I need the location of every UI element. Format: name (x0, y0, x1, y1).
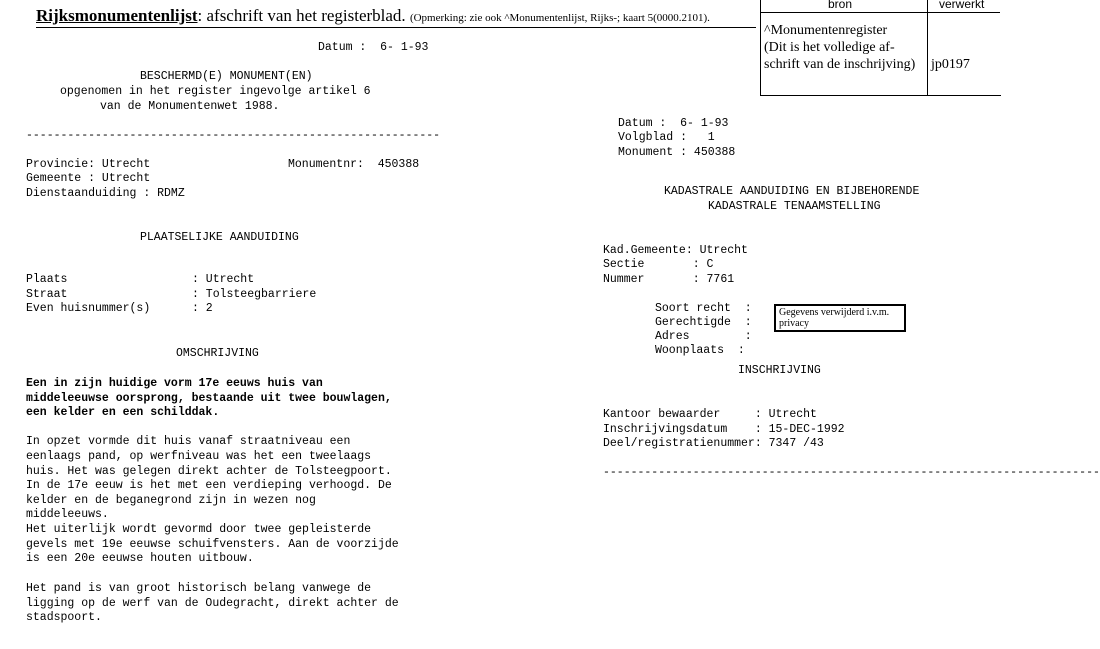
para1-line: middeleeuwse oorsprong, bestaande uit twee bouwlagen, (26, 392, 392, 405)
left-heading-line: van de Monumentenwet 1988. (100, 100, 280, 113)
plaatselijke-heading: PLAATSELIJKE AANDUIDING (140, 231, 299, 244)
kadastrale-heading-line: KADASTRALE TENAAMSTELLING (708, 200, 881, 213)
left-heading-line: opgenomen in het register ingevolge artikel 6 (60, 85, 371, 98)
header-rule (36, 27, 756, 28)
para2-line: middeleeuws. (26, 508, 109, 521)
gerechtigde: Gerechtigde : (655, 316, 752, 329)
huisnummer-label: Even huisnummer(s) (26, 302, 151, 315)
para3-line: Het pand is van groot historisch belang vanwege de (26, 582, 372, 595)
verwerkt-value: jp0197 (931, 57, 970, 72)
dienstaanduiding: Dienstaanduiding : RDMZ (26, 187, 185, 200)
right-datum: Datum : 6- 1-93 (618, 117, 729, 130)
para1-line: Een in zijn huidige vorm 17e eeuws huis van (26, 377, 323, 390)
title-bold: Rijksmonumentenlijst (36, 6, 198, 25)
para2-line: In opzet vormde dit huis vanaf straatniveau een (26, 435, 351, 448)
inschrijvingsdatum: Inschrijvingsdatum : 15-DEC-1992 (603, 423, 845, 436)
right-dashed-rule: ------------------------------------------------------------------------ (603, 466, 1100, 479)
col-bron-header: bron (828, 0, 853, 11)
soort-recht: Soort recht : (655, 302, 752, 315)
left-heading-line: BESCHERMD(E) MONUMENT(EN) (140, 70, 313, 83)
deel-registratienummer: Deel/registratienummer: 7347 /43 (603, 437, 824, 450)
para2-line: eenlaags pand, op werfniveau was het een tweelaags (26, 450, 372, 463)
title-rest: : afschrift van het registerblad. (197, 6, 406, 25)
col-verwerkt-header: verwerkt (939, 0, 985, 11)
para3-line: stadspoort. (26, 611, 102, 624)
huisnummer-value: : 2 (192, 302, 213, 315)
sectie: Sectie : C (603, 258, 714, 271)
bron-line: ^Monumentenregister (764, 23, 888, 38)
para3-line: ligging op de werf van de Oudegracht, direkt achter de (26, 597, 399, 610)
para1-line: een kelder en een schilddak. (26, 406, 220, 419)
para2-line: Het uiterlijk wordt gevormd door twee gepleisterde (26, 523, 372, 536)
adres: Adres : (655, 330, 752, 343)
omschrijving-heading: OMSCHRIJVING (176, 347, 259, 360)
straat-value: : Tolsteegbarriere (192, 288, 317, 301)
source-table-verwerkt-cell (927, 0, 1001, 96)
monument-number: Monument : 450388 (618, 146, 736, 159)
provincie: Provincie: Utrecht (26, 158, 151, 171)
woonplaats: Woonplaats : (655, 344, 745, 357)
para2-line: huis. Het was gelegen direkt achter de Tolsteegpoort. (26, 465, 392, 478)
kadastrale-heading-line: KADASTRALE AANDUIDING EN BIJBEHORENDE (664, 185, 920, 198)
title-note: (Opmerking: zie ook ^Monumentenlijst, Rijks-; kaart 5(0000.2101). (409, 12, 710, 24)
source-table-header-rule (760, 12, 1000, 13)
left-dashed-rule: ------------------------------------------------------------ (26, 129, 441, 142)
monumentnr: Monumentnr: 450388 (288, 158, 420, 171)
plaats-value: : Utrecht (192, 273, 255, 286)
bron-line: schrift van de inschrijving) (764, 57, 916, 72)
para2-line: In de 17e eeuw is het met een verdieping verhoogd. De (26, 479, 392, 492)
left-datum: Datum : 6- 1-93 (318, 41, 429, 54)
para2-line: gevels met 19e eeuwse schuifvensters. Aan de voorzijde (26, 538, 399, 551)
page-title (36, 6, 710, 26)
privacy-notice: Gegevens verwijderd i.v.m. privacy (774, 304, 906, 332)
kantoor-bewaarder: Kantoor bewaarder : Utrecht (603, 408, 817, 421)
plaats-label: Plaats (26, 273, 68, 286)
nummer: Nummer : 7761 (603, 273, 735, 286)
para2-line: is een 20e eeuwse houten uitbouw. (26, 552, 254, 565)
para2-line: kelder en de beganegrond zijn in wezen nog (26, 494, 316, 507)
inschrijving-heading: INSCHRIJVING (738, 364, 821, 377)
bron-line: (Dit is het volledige af- (764, 40, 895, 55)
kad-gemeente: Kad.Gemeente: Utrecht (603, 244, 748, 257)
gemeente: Gemeente : Utrecht (26, 172, 151, 185)
straat-label: Straat (26, 288, 68, 301)
volgblad: Volgblad : 1 (618, 131, 715, 144)
